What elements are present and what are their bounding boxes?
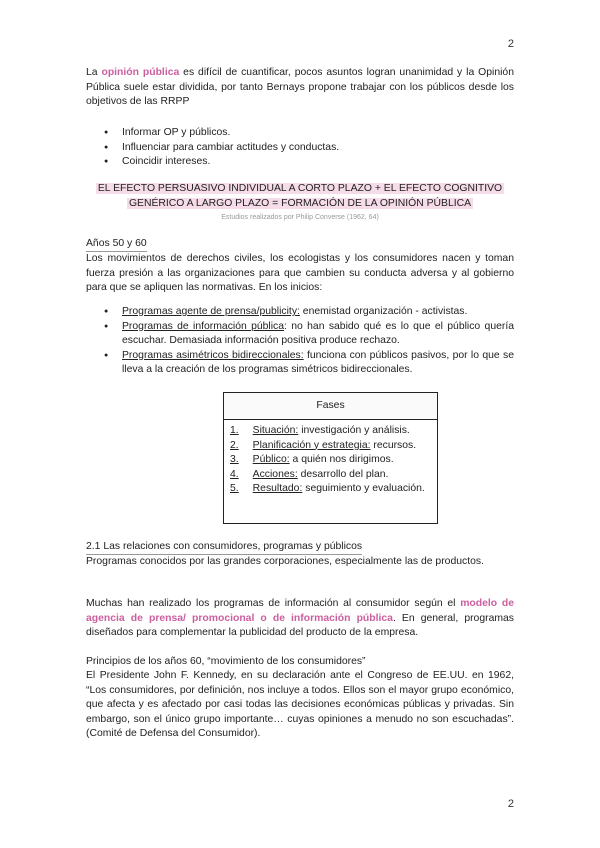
fase-term: Planificación y estrategia:	[252, 439, 371, 451]
intro-post: es difícil de cuantificar, pocos asuntos logran unanimidad y la Opinión Pública suele estar dividida, por tanto Bernays propone trabajar con los públicos desde los objetivos de las RRPP	[86, 67, 514, 108]
fase-number: 3.	[230, 454, 239, 466]
fases-table	[223, 392, 438, 524]
intro-paragraph	[86, 66, 514, 110]
page-number-bottom: 2	[507, 798, 514, 810]
banner-text-2: GENÉRICO A LARGO PLAZO = FORMACIÓN DE LA OPINIÓN PÚBLICA	[128, 198, 472, 209]
fase-row	[230, 482, 431, 497]
section-heading-2-1: 2.1 Las relaciones con consumidores, programas y públicos	[86, 540, 362, 555]
fase-number: 2.	[230, 439, 239, 451]
banner-line-1	[86, 182, 514, 197]
list-item	[104, 305, 514, 320]
program-desc: enemistad organización - activistas.	[299, 306, 468, 317]
fase-term: Situación:	[252, 425, 299, 436]
fases-title: Fases	[224, 393, 437, 420]
model-paragraph	[86, 597, 514, 641]
banner-text-1: EL EFECTO PERSUASIVO INDIVIDUAL A CORTO PLAZO + EL EFECTO COGNITIVO	[97, 183, 503, 194]
fase-row	[230, 439, 431, 454]
section2-body: Programas conocidos por las grandes corporaciones, especialmente las de productos.	[86, 556, 484, 567]
fase-number: 5.	[230, 483, 239, 495]
section-heading-50-60: Años 50 y 60	[86, 237, 147, 252]
fase-desc: seguimiento y evaluación.	[302, 483, 425, 495]
model-pre: Muchas han realizado los programas de información al consumidor según el	[86, 598, 461, 609]
fase-desc: recursos.	[370, 439, 417, 451]
fase-number: 1.	[230, 425, 239, 436]
list-item: ● Influenciar para cambiar actitudes y conductas.	[104, 141, 514, 156]
intro-pre: La	[86, 67, 102, 78]
fase-desc: investigación y análisis.	[298, 425, 410, 436]
program-term: Programas de información pública	[122, 320, 285, 332]
principles-body: El Presidente John F. Kennedy, en su declaración ante el Congreso de EE.UU. en 1962, “Los consumidores, por definición, nos incluye a todos. Ellos son el mayor grupo económico, que afecta y es afectado por casi todas las decisiones económicas públicas y privadas. Sin embargo, son el único grupo importante… cuyas opiniones a menudo no son escuchadas”. (Comité de Defensa del Consumidor).	[86, 670, 514, 740]
programs-list	[104, 305, 514, 378]
list-item: ● Coincidir intereses.	[104, 155, 514, 170]
page-number-top: 2	[507, 38, 514, 50]
fase-row	[230, 424, 431, 439]
program-desc: : no han sabido qué es lo que el público quería escuchar. Demasiada información positiva produce rechazo.	[122, 320, 515, 347]
list-item	[104, 320, 514, 349]
fase-term: Resultado:	[252, 483, 303, 495]
model-highlight: modelo de agencia de prensa/ promocional o de información pública	[86, 598, 514, 624]
objectives-list	[104, 126, 514, 170]
section1-body: Los movimientos de derechos civiles, los ecologistas y los consumidores nacen y toman fuerza presión a las organizaciones para que cambien su conducta adversa y al gobierno para que se apliquen las normativas. En los inicios:	[86, 253, 514, 294]
fases-body	[224, 420, 437, 497]
fase-row	[230, 468, 431, 483]
banner-citation: Estudios realizados por Philip Converse (1962, 64)	[221, 214, 379, 221]
principles-heading: Principios de los años 60, “movimiento de los consumidores”	[86, 656, 366, 667]
fase-desc: a quién nos dirigimos.	[289, 454, 394, 466]
fase-desc: desarrollo del plan.	[297, 468, 389, 480]
intro-highlight: opinión pública	[101, 67, 180, 78]
fase-number: 4.	[230, 468, 239, 480]
fase-term: Público:	[252, 454, 290, 466]
list-item: ● Informar OP y públicos.	[104, 126, 514, 141]
list-item	[104, 349, 514, 378]
program-desc: funciona con públicos pasivos, por lo que se lleva a la creación de los programas simétricos bidireccionales.	[122, 349, 514, 376]
program-term: Programas asimétricos bidireccionales:	[122, 349, 304, 361]
model-post: . En general, programas diseñados para complementar la publicidad del producto de la empresa.	[86, 612, 514, 639]
fase-row	[230, 453, 431, 468]
program-term: Programas agente de prensa/publicity:	[122, 306, 300, 317]
banner-line-2	[86, 197, 514, 212]
fase-term: Acciones:	[252, 468, 298, 480]
